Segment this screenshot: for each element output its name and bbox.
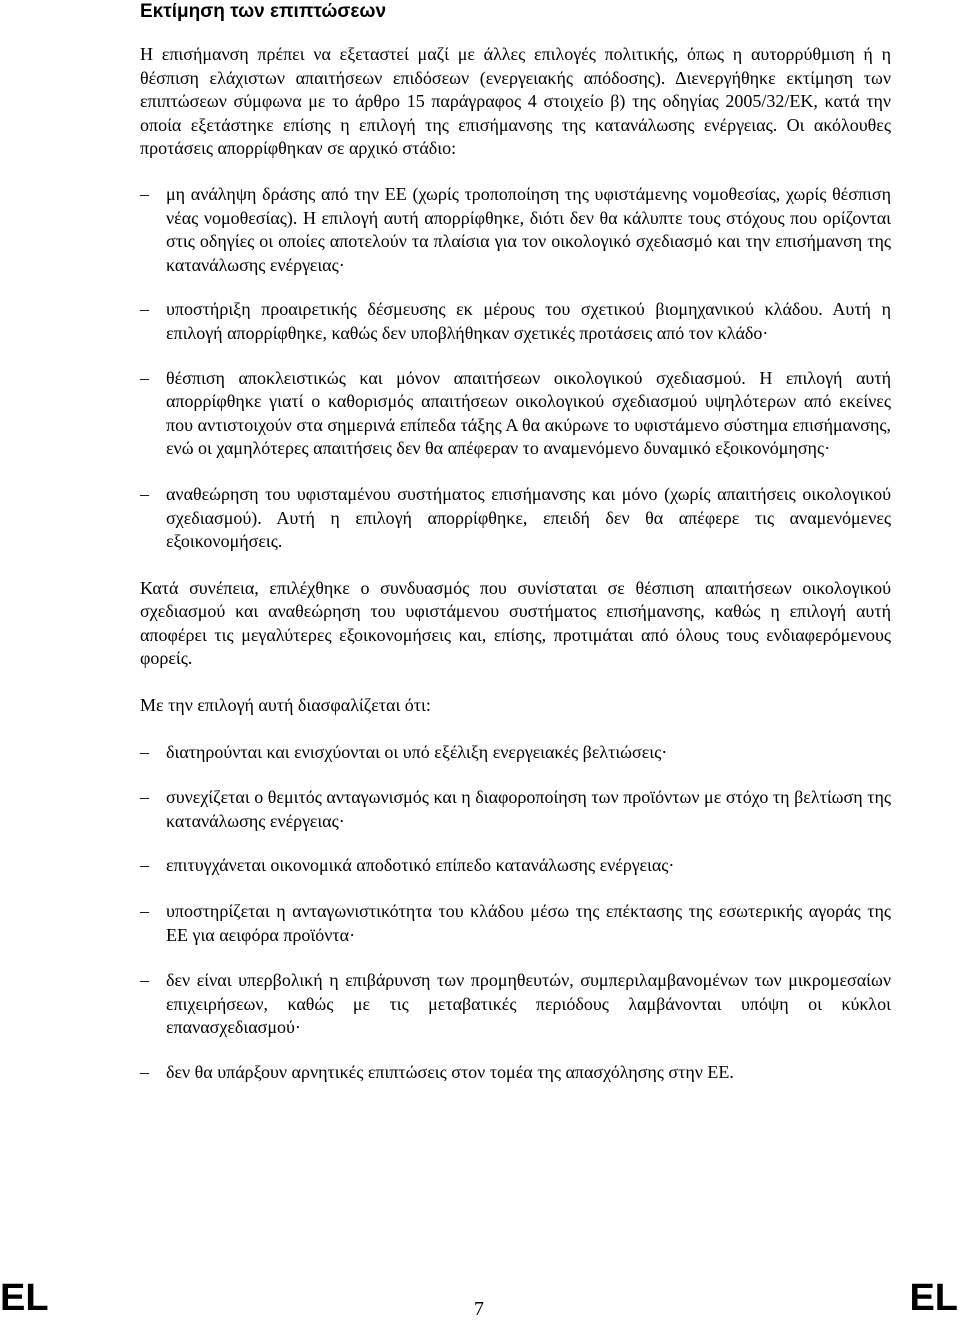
conclusion-paragraph: Κατά συνέπεια, επιλέχθηκε ο συνδυασμός που συνίσταται σε θέσπιση απαιτήσεων οικολογικού σχεδιασμού και αναθεώρηση του υφιστάμενου συστήματος επισήμανσης, καθώς η επιλογή αυτή αποφέρει τις μεγαλύτερες εξοικονομήσεις και, επίσης, προτιμάται από όλους τους ενδιαφερόμενους φορείς.: [140, 577, 891, 669]
dash-bullet: –: [140, 855, 149, 876]
dash-bullet: –: [140, 901, 149, 922]
list-item-text: δεν είναι υπερβολική η επιβάρυνση των προμηθευτών, συμπεριλαμβανομένων των μικρομεσαίων επιχειρήσεων, καθώς με τις μεταβατικές περιόδους λαμβάνονται υπόψη οι κύκλοι επανασχεδιασμού·: [166, 970, 891, 1038]
rejected-options-list: [140, 183, 891, 554]
list-item: [140, 741, 891, 765]
list-item-text: δεν θα υπάρξουν αρνητικές επιπτώσεις στον τομέα της απασχόλησης στην ΕΕ.: [166, 1062, 734, 1082]
section-title: Εκτίμηση των επιπτώσεων: [140, 1, 387, 22]
list-item: [140, 969, 891, 1040]
list-item: [140, 854, 891, 878]
dash-bullet: –: [140, 367, 149, 388]
list-item: [140, 900, 891, 947]
list-item: [140, 298, 891, 345]
footer-language-right: EL: [909, 1277, 958, 1319]
list-item: [140, 183, 891, 277]
list-item-text: επιτυγχάνεται οικονομικά αποδοτικό επίπεδο κατανάλωσης ενέργειας·: [166, 855, 675, 876]
list-item-text: θέσπιση αποκλειστικώς και μόνον απαιτήσεων οικολογικού σχεδιασμού. Η επιλογή αυτή απορρίφθηκε γιατί ο καθορισμός απαιτήσεων οικολογικού σχεδιασμού υψηλότερων από εκείνες που αντιστοιχούν στα σημερινά επίπεδα τάξης Α θα ακύρωνε το υφιστάμενο σύστημα επισήμανσης, ενώ οι χαμηλότερες απαιτήσεις δεν θα απέφεραν το αναμενόμενο δυναμικό εξοικονόμησης·: [166, 367, 891, 459]
document-page: [140, 0, 891, 1085]
list-item-text: συνεχίζεται ο θεμιτός ανταγωνισμός και η διαφοροποίηση των προϊόντων με στόχο τη βελτίωση της κατανάλωσης ενέργειας·: [166, 787, 891, 831]
dash-bullet: –: [140, 183, 149, 204]
dash-bullet: –: [140, 741, 149, 762]
ensures-intro: Με την επιλογή αυτή διασφαλίζεται ότι:: [140, 695, 431, 716]
dash-bullet: –: [140, 299, 149, 320]
intro-paragraph: Η επισήμανση πρέπει να εξεταστεί μαζί με άλλες επιλογές πολιτικής, όπως η αυτορρύθμιση ή η θέσπιση ελάχιστων απαιτήσεων επιδόσεων (ενεργειακής απόδοσης). Διενεργήθηκε εκτίμηση των επιπτώσεων σύμφωνα με το άρθρο 15 παράγραφος 4 στοιχείο β) της οδηγίας 2005/32/ΕΚ, κατά την οποία εξετάστηκε επίσης η επιλογή της επισήμανσης της κατανάλωσης ενέργειας. Οι ακόλουθες προτάσεις απορρίφθηκαν σε αρχικό στάδιο:: [140, 44, 891, 159]
list-item-text: αναθεώρηση του υφισταμένου συστήματος επισήμανσης και μόνο (χωρίς απαιτήσεις οικολογικού σχεδιασμού). Αυτή η επιλογή απορρίφθηκε, επειδή δεν θα απέφερε τις αναμενόμενες εξοικονομήσεις.: [166, 483, 891, 552]
ensures-list: [140, 741, 891, 1085]
dash-bullet: –: [140, 787, 149, 808]
list-item-text: μη ανάληψη δράσης από την ΕΕ (χωρίς τροποποίηση της υφιστάμενης νομοθεσίας, χωρίς θέσπιση νέας νομοθεσίας). Η επιλογή αυτή απορρίφθηκε, διότι δεν θα κάλυπτε τους στόχους που ορίζονται στις οδηγίες οι οποίες αποτελούν τα πλαίσια για τον οικολογικό σχεδιασμό και την επισήμανση της κατανάλωσης ενέργειας·: [166, 183, 891, 275]
list-item: [140, 1061, 891, 1085]
list-item: [140, 367, 891, 461]
dash-bullet: –: [140, 483, 149, 504]
footer-language-left: EL: [0, 1277, 49, 1319]
page-number: 7: [474, 1298, 484, 1320]
list-item: [140, 786, 891, 833]
list-item-text: υποστήριξη προαιρετικής δέσμευσης εκ μέρους του σχετικού βιομηχανικού κλάδου. Αυτή η επιλογή απορρίφθηκε, καθώς δεν υποβλήθηκαν σχετικές προτάσεις από τον κλάδο·: [166, 299, 891, 343]
dash-bullet: –: [140, 1062, 149, 1082]
list-item: [140, 483, 891, 554]
dash-bullet: –: [140, 970, 149, 991]
list-item-text: διατηρούνται και ενισχύονται οι υπό εξέλιξη ενεργειακές βελτιώσεις·: [166, 741, 668, 762]
list-item-text: υποστηρίζεται η ανταγωνιστικότητα του κλάδου μέσω της επέκτασης της εσωτερικής αγοράς της ΕΕ για αειφόρα προϊόντα·: [166, 901, 891, 945]
